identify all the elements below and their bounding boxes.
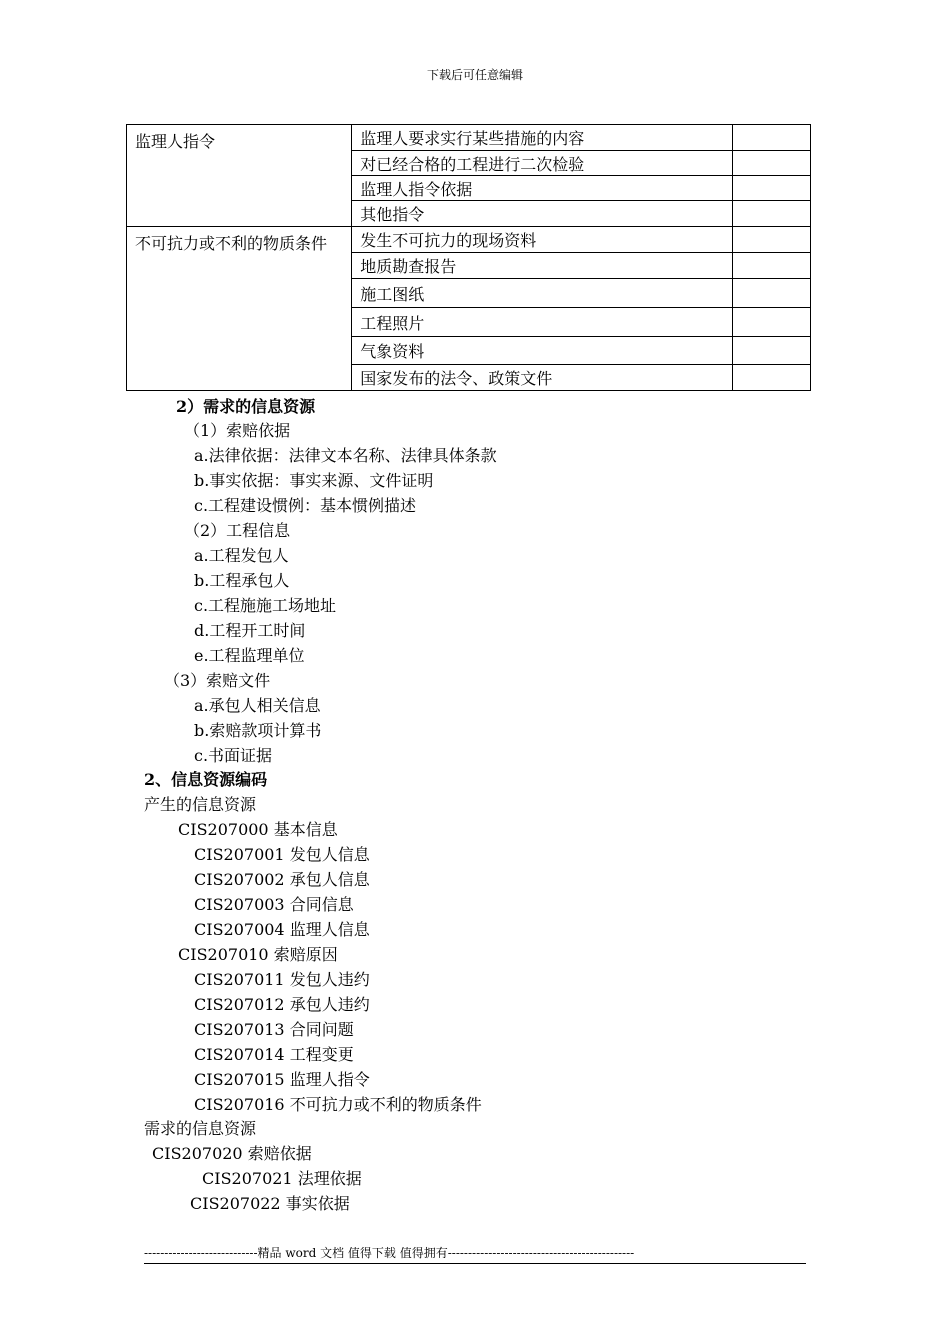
section-heading: 2、信息资源编码 (144, 770, 268, 789)
blank-cell (733, 253, 811, 279)
code-item: CIS207022 事实依据 (190, 1194, 350, 1213)
item-cell: 工程照片 (352, 308, 733, 337)
code-item: CIS207016 不可抗力或不利的物质条件 (194, 1095, 482, 1114)
list-item: c.书面证据 (194, 746, 273, 765)
code-item: CIS207010 索赔原因 (178, 945, 338, 964)
blank-cell (733, 176, 811, 201)
item-cell: 监理人指令依据 (352, 176, 733, 201)
list-item: a.法律依据：法律文本名称、法律具体条款 (194, 446, 497, 465)
code-item: CIS207011 发包人违约 (194, 970, 370, 989)
blank-cell (733, 201, 811, 227)
code-item: CIS207012 承包人违约 (194, 995, 370, 1014)
item-cell: 监理人要求实行某些措施的内容 (352, 125, 733, 151)
code-item: CIS207001 发包人信息 (194, 845, 370, 864)
subsection-heading: （3）索赔文件 (164, 671, 271, 690)
code-item: CIS207020 索赔依据 (152, 1144, 312, 1163)
section-heading: 2）需求的信息资源 (176, 397, 316, 416)
table-row (127, 227, 811, 253)
page-header: 下载后可任意编辑 (426, 68, 523, 82)
item-cell: 施工图纸 (352, 279, 733, 308)
list-item: b.事实依据：事实来源、文件证明 (194, 471, 434, 490)
blank-cell (733, 308, 811, 337)
list-item: b.索赔款项计算书 (194, 721, 322, 740)
item-cell: 其他指令 (352, 201, 733, 227)
blank-cell (733, 337, 811, 365)
item-cell: 国家发布的法令、政策文件 (352, 365, 733, 391)
code-item: CIS207002 承包人信息 (194, 870, 370, 889)
list-item: d.工程开工时间 (194, 621, 306, 640)
blank-cell (733, 227, 811, 253)
list-item: c.工程施施工场地址 (194, 596, 337, 615)
item-cell: 对已经合格的工程进行二次检验 (352, 151, 733, 176)
list-item: a.承包人相关信息 (194, 696, 321, 715)
item-cell: 发生不可抗力的现场资料 (352, 227, 733, 253)
item-cell: 地质勘查报告 (352, 253, 733, 279)
subsection-heading: （2）工程信息 (184, 521, 291, 540)
subsection-heading: （1）索赔依据 (184, 421, 291, 440)
category-cell: 不可抗力或不利的物质条件 (127, 227, 352, 391)
list-item: a.工程发包人 (194, 546, 289, 565)
blank-cell (733, 151, 811, 176)
code-item: CIS207000 基本信息 (178, 820, 338, 839)
code-item: CIS207014 工程变更 (194, 1045, 354, 1064)
list-item: c.工程建设惯例：基本惯例描述 (194, 496, 417, 515)
code-item: CIS207015 监理人指令 (194, 1070, 370, 1089)
blank-cell (733, 125, 811, 151)
blank-cell (733, 365, 811, 391)
table-row (127, 125, 811, 151)
list-item: b.工程承包人 (194, 571, 290, 590)
group-heading: 需求的信息资源 (144, 1119, 257, 1138)
group-heading: 产生的信息资源 (144, 795, 257, 814)
code-item: CIS207013 合同问题 (194, 1020, 354, 1039)
item-cell: 气象资料 (352, 337, 733, 365)
page-footer: ----------------------------精品 word 文档 值得下载 值得拥有---------------------------------------------- (144, 1244, 806, 1264)
list-item: e.工程监理单位 (194, 646, 305, 665)
code-item: CIS207021 法理依据 (202, 1169, 362, 1188)
code-item: CIS207003 合同信息 (194, 895, 354, 914)
category-cell: 监理人指令 (127, 125, 352, 227)
claim-info-table (126, 124, 811, 391)
blank-cell (733, 279, 811, 308)
code-item: CIS207004 监理人信息 (194, 920, 370, 939)
